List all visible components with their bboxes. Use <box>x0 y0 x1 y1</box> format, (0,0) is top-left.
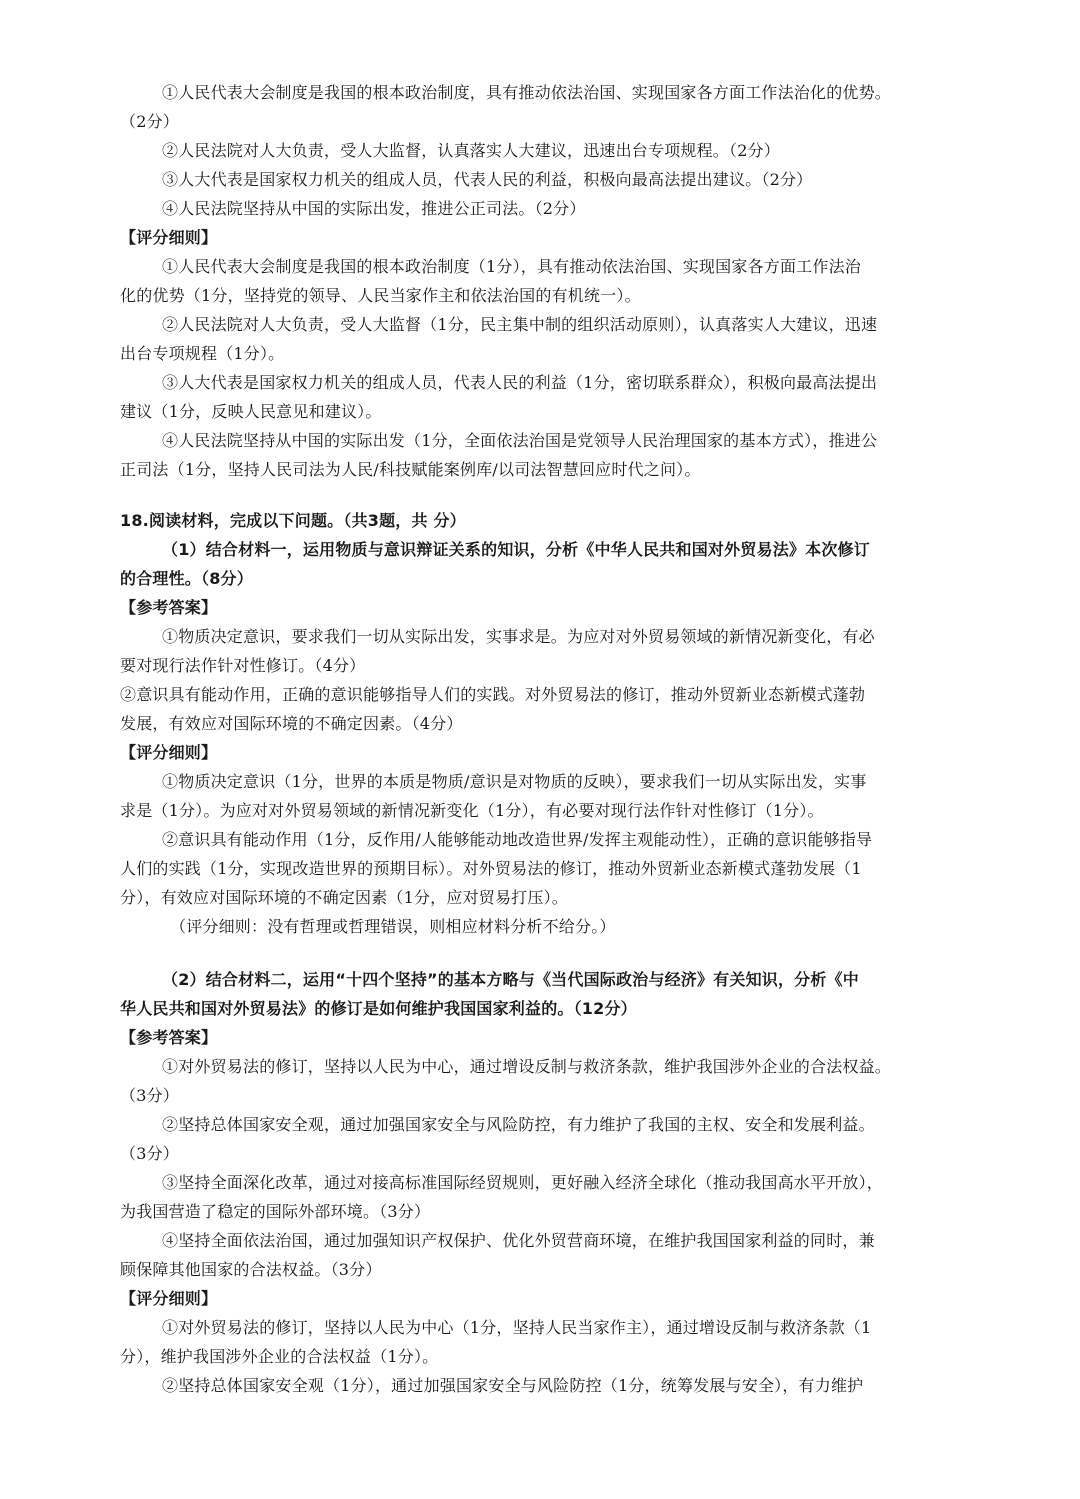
reference-answer-heading: 【参考答案】 <box>120 598 218 617</box>
answer-line: ③坚持全面深化改革，通过对接高标准国际经贸规则，更好融入经济全球化（推动我国高水平开放）， <box>162 1173 884 1192</box>
subquestion-title: 华人民共和国对外贸易法》的修订是如何维护我国国家利益的。（12分） <box>120 999 637 1018</box>
answer-line: ①物质决定意识，要求我们一切从实际出发，实事求是。为应对对外贸易领域的新情况新变化，有必 <box>162 627 875 646</box>
scoring-rule-line: ②意识具有能动作用（1分，反作用/人能够能动地改造世界/发挥主观能动性），正确的意识能够指导 <box>162 830 873 849</box>
answer-line: ②意识具有能动作用，正确的意识能够指导人们的实践。对外贸易法的修订，推动外贸新业态新模式蓬勃 <box>120 685 866 704</box>
subquestion-title: （2）结合材料二，运用“十四个坚持”的基本方略与《当代国际政治与经济》有关知识，分析《中 <box>162 970 859 989</box>
scoring-rule-line: 建议（1分，反映人民意见和建议）。 <box>120 402 382 421</box>
answer-line: 为我国营造了稳定的国际外部环境。（3分） <box>120 1202 431 1221</box>
scoring-rule-line: 分），有效应对国际环境的不确定因素（1分，应对贸易打压）。 <box>120 888 568 907</box>
scoring-rule-line: ③人大代表是国家权力机关的组成人员，代表人民的利益（1分，密切联系群众），积极向最高法提出 <box>162 373 878 392</box>
scoring-rule-line: 分），维护我国涉外企业的合法权益（1分）。 <box>120 1347 439 1366</box>
scoring-note: （评分细则：没有哲理或哲理错误，则相应材料分析不给分。） <box>170 917 616 936</box>
answer-line: ②坚持总体国家安全观，通过加强国家安全与风险防控，有力维护了我国的主权、安全和发展利益。 <box>162 1115 875 1134</box>
answer-line: ④坚持全面依法治国，通过加强知识产权保护、优化外贸营商环境，在维护我国国家利益的同时，兼 <box>162 1231 875 1250</box>
scoring-rule-line: ①人民代表大会制度是我国的根本政治制度（1分），具有推动依法治国、实现国家各方面工作法治 <box>162 257 861 276</box>
scoring-rules-heading: 【评分细则】 <box>120 743 218 762</box>
scoring-rule-line: 人们的实践（1分，实现改造世界的预期目标）。对外贸易法的修订，推动外贸新业态新模式蓬勃发展（1 <box>120 859 862 878</box>
question-title: 18.阅读材料，完成以下问题。（共3题，共 分） <box>120 511 466 530</box>
scoring-rule-line: 化的优势（1分，坚持党的领导、人民当家作主和依法治国的有机统一）。 <box>120 286 641 305</box>
scoring-rule-line: ②人民法院对人大负责，受人大监督（1分，民主集中制的组织活动原则），认真落实人大建议，迅速 <box>162 315 878 334</box>
scoring-rule-line: ④人民法院坚持从中国的实际出发（1分，全面依法治国是党领导人民治理国家的基本方式），推进公 <box>162 431 878 450</box>
subquestion-title: （1）结合材料一，运用物质与意识辩证关系的知识，分析《中华人民共和国对外贸易法》本次修订 <box>162 540 870 559</box>
answer-line: ④人民法院坚持从中国的实际出发，推进公正司法。（2分） <box>162 199 586 218</box>
answer-line: （3分） <box>120 1086 179 1105</box>
scoring-rule-line: ①物质决定意识（1分，世界的本质是物质/意识是对物质的反映），要求我们一切从实际出发，实事 <box>162 772 867 791</box>
answer-line: （3分） <box>120 1144 179 1163</box>
answer-line: ②人民法院对人大负责，受人大监督，认真落实人大建议，迅速出台专项规程。（2分） <box>162 141 780 160</box>
document-page <box>120 78 1010 1400</box>
scoring-rules-heading: 【评分细则】 <box>120 228 218 247</box>
answer-line: ①人民代表大会制度是我国的根本政治制度，具有推动依法治国、实现国家各方面工作法治化的优势。 <box>162 83 892 102</box>
answer-line: ③人大代表是国家权力机关的组成人员，代表人民的利益，积极向最高法提出建议。（2分） <box>162 170 813 189</box>
scoring-rule-line: 正司法（1分，坚持人民司法为人民/科技赋能案例库/以司法智慧回应时代之问）。 <box>120 460 701 479</box>
scoring-rule-line: ①对外贸易法的修订，坚持以人民为中心（1分，坚持人民当家作主），通过增设反制与救济条款（1 <box>162 1318 872 1337</box>
scoring-rule-line: 求是（1分）。为应对对外贸易领域的新情况新变化（1分），有必要对现行法作针对性修订（1分）。 <box>120 801 824 820</box>
answer-line: （2分） <box>120 112 179 131</box>
reference-answer-heading: 【参考答案】 <box>120 1028 218 1047</box>
answer-line: 发展，有效应对国际环境的不确定因素。（4分） <box>120 714 463 733</box>
answer-line: 要对现行法作针对性修订。（4分） <box>120 656 366 675</box>
answer-line: ①对外贸易法的修订，坚持以人民为中心，通过增设反制与救济条款，维护我国涉外企业的合法权益。 <box>162 1057 892 1076</box>
scoring-rule-line: 出台专项规程（1分）。 <box>120 344 285 363</box>
scoring-rule-line: ②坚持总体国家安全观（1分），通过加强国家安全与风险防控（1分，统筹发展与安全），有力维护 <box>162 1376 864 1395</box>
answer-line: 顾保障其他国家的合法权益。（3分） <box>120 1260 382 1279</box>
subquestion-title: 的合理性。（8分） <box>120 569 253 588</box>
scoring-rules-heading: 【评分细则】 <box>120 1289 218 1308</box>
